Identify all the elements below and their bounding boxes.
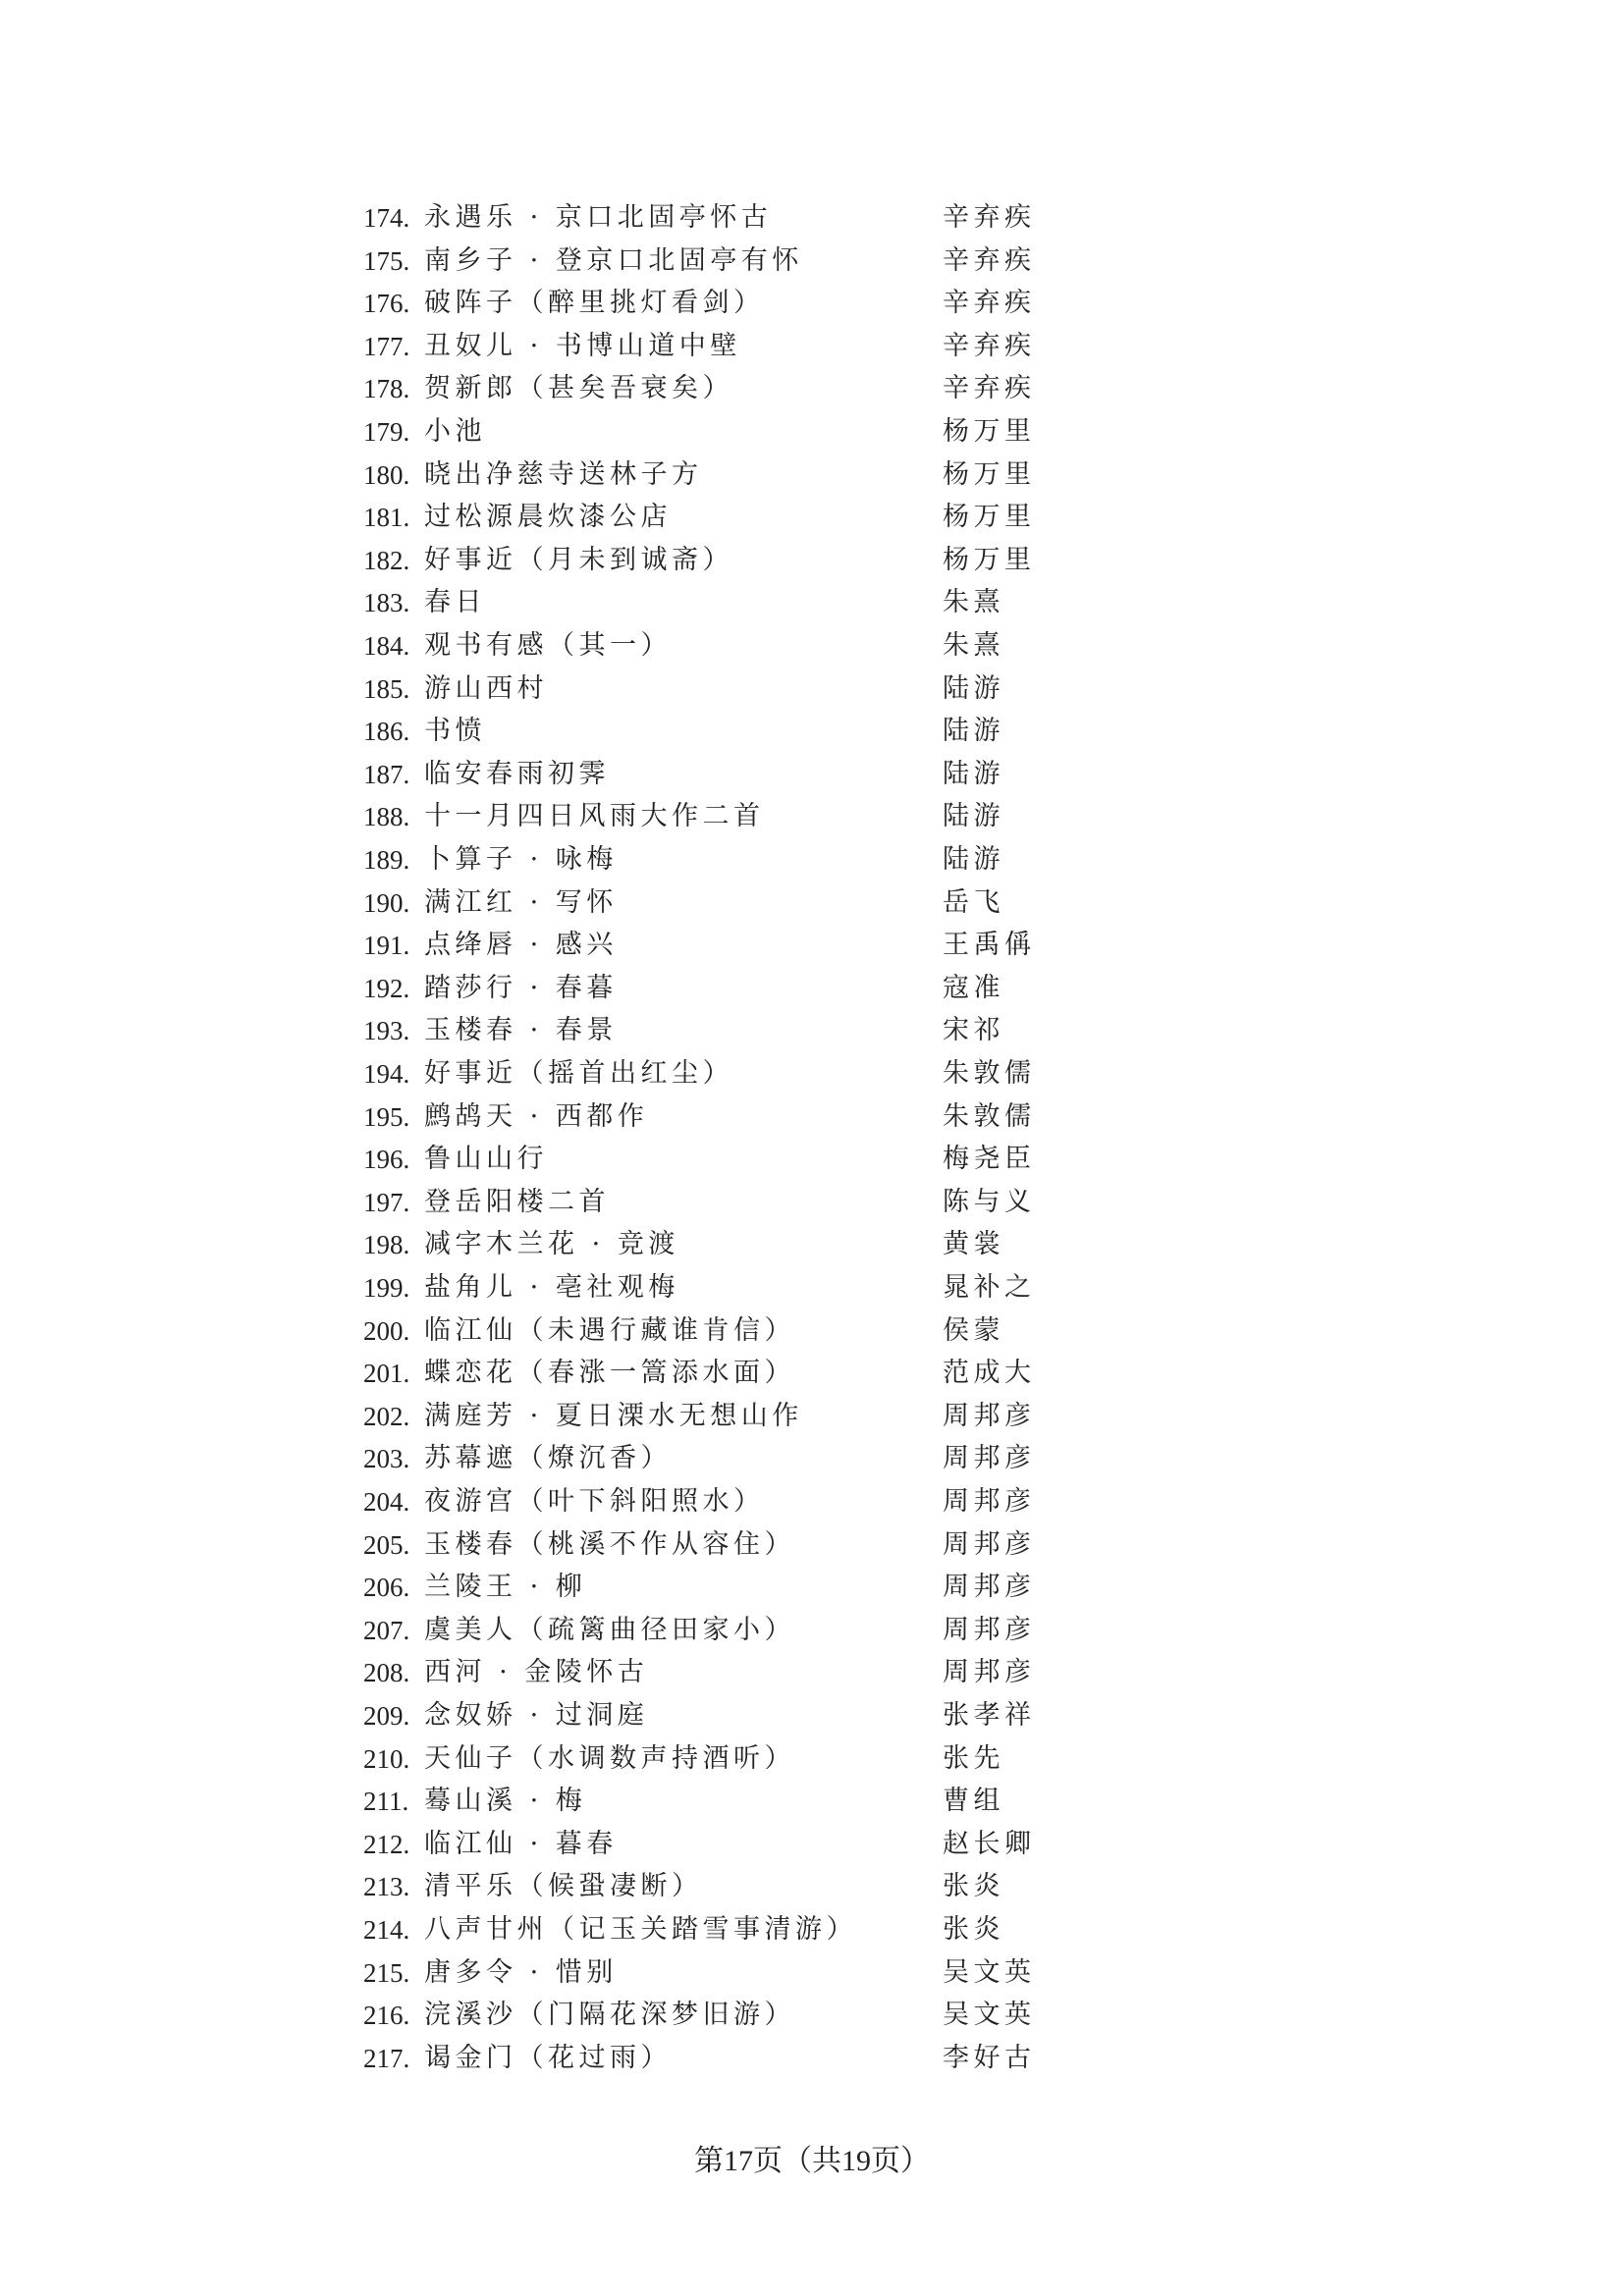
item-number: 174. bbox=[363, 203, 410, 233]
poem-title: 蓦山溪 · 梅 bbox=[424, 1786, 587, 1817]
item-number: 207. bbox=[363, 1615, 410, 1645]
poem-title: 兰陵王 · 柳 bbox=[424, 1572, 587, 1603]
poem-author: 陆游 bbox=[943, 758, 1004, 789]
list-item bbox=[0, 1609, 1624, 1652]
poem-title: 清平乐（候蛩凄断） bbox=[424, 1871, 703, 1902]
list-item bbox=[0, 1651, 1624, 1694]
poem-title: 八声甘州（记玉关踏雪事清游） bbox=[424, 1914, 857, 1945]
poem-author: 陆游 bbox=[943, 844, 1004, 875]
list-item bbox=[0, 1181, 1624, 1224]
list-item bbox=[0, 881, 1624, 925]
item-number: 179. bbox=[363, 417, 410, 447]
poem-author: 周邦彦 bbox=[943, 1657, 1036, 1688]
poem-title: 满庭芳 · 夏日溧水无想山作 bbox=[424, 1400, 803, 1431]
poem-title: 苏幕遮（燎沉香） bbox=[424, 1443, 672, 1474]
item-number: 192. bbox=[363, 973, 410, 1003]
item-number: 175. bbox=[363, 245, 410, 276]
poem-author: 周邦彦 bbox=[943, 1486, 1036, 1517]
poem-title: 玉楼春 · 春景 bbox=[424, 1015, 618, 1046]
list-item bbox=[0, 1352, 1624, 1395]
poem-author: 范成大 bbox=[943, 1358, 1036, 1389]
poem-title: 永遇乐 · 京口北固亭怀古 bbox=[424, 202, 773, 233]
poem-title: 贺新郎（甚矣吾衰矣） bbox=[424, 373, 733, 404]
item-number: 187. bbox=[363, 759, 410, 789]
poem-author: 张炎 bbox=[943, 1871, 1004, 1902]
poem-author: 吴文英 bbox=[943, 1956, 1036, 1988]
poem-title: 鹧鸪天 · 西都作 bbox=[424, 1100, 649, 1132]
item-number: 189. bbox=[363, 845, 410, 875]
poem-title: 临安春雨初霁 bbox=[424, 758, 610, 789]
list-item bbox=[0, 1694, 1624, 1737]
item-number: 212. bbox=[363, 1829, 410, 1859]
poem-author: 张先 bbox=[943, 1742, 1004, 1774]
item-number: 181. bbox=[363, 503, 410, 533]
poem-author: 杨万里 bbox=[943, 416, 1036, 447]
poem-author: 杨万里 bbox=[943, 544, 1036, 575]
poem-author: 黄裳 bbox=[943, 1229, 1004, 1260]
item-number: 184. bbox=[363, 631, 410, 661]
poem-author: 岳飞 bbox=[943, 886, 1004, 918]
item-number: 180. bbox=[363, 459, 410, 490]
item-number: 190. bbox=[363, 887, 410, 918]
poem-author: 朱熹 bbox=[943, 630, 1004, 661]
poem-author: 张孝祥 bbox=[943, 1700, 1036, 1731]
item-number: 196. bbox=[363, 1145, 410, 1175]
poem-author: 李好古 bbox=[943, 2042, 1036, 2073]
list-item bbox=[0, 325, 1624, 368]
list-item bbox=[0, 624, 1624, 667]
poem-author: 周邦彦 bbox=[943, 1528, 1036, 1560]
poem-author: 曹组 bbox=[943, 1786, 1004, 1817]
list-item bbox=[0, 1437, 1624, 1480]
item-number: 195. bbox=[363, 1101, 410, 1132]
poem-author: 朱熹 bbox=[943, 587, 1004, 618]
item-number: 200. bbox=[363, 1315, 410, 1346]
item-number: 185. bbox=[363, 673, 410, 704]
list-item bbox=[0, 367, 1624, 410]
poem-author: 辛弃疾 bbox=[943, 288, 1036, 319]
poem-author: 周邦彦 bbox=[943, 1400, 1036, 1431]
item-number: 199. bbox=[363, 1273, 410, 1303]
item-number: 214. bbox=[363, 1915, 410, 1945]
item-number: 186. bbox=[363, 717, 410, 747]
list-item bbox=[0, 2037, 1624, 2080]
poem-title: 卜算子 · 咏梅 bbox=[424, 844, 618, 875]
poem-author: 宋祁 bbox=[943, 1015, 1004, 1046]
item-number: 194. bbox=[363, 1059, 410, 1089]
list-item bbox=[0, 1780, 1624, 1823]
list-item bbox=[0, 240, 1624, 283]
item-number: 210. bbox=[363, 1743, 410, 1774]
poem-title: 鲁山山行 bbox=[424, 1144, 548, 1175]
poem-title: 临江仙 · 暮春 bbox=[424, 1828, 618, 1859]
poem-title: 过松源晨炊漆公店 bbox=[424, 502, 672, 533]
list-item bbox=[0, 710, 1624, 753]
poem-title: 蝶恋花（春涨一篙添水面） bbox=[424, 1358, 795, 1389]
list-item bbox=[0, 1095, 1624, 1139]
item-number: 205. bbox=[363, 1529, 410, 1560]
item-number: 198. bbox=[363, 1230, 410, 1260]
list-item bbox=[0, 282, 1624, 325]
poem-author: 梅尧臣 bbox=[943, 1144, 1036, 1175]
poem-title: 谒金门（花过雨） bbox=[424, 2042, 672, 2073]
poem-title: 夜游宫（叶下斜阳照水） bbox=[424, 1486, 765, 1517]
poem-author: 吴文英 bbox=[943, 2000, 1036, 2031]
poem-author: 辛弃疾 bbox=[943, 330, 1036, 361]
poem-title: 南乡子 · 登京口北固亭有怀 bbox=[424, 244, 803, 276]
poem-author: 辛弃疾 bbox=[943, 373, 1036, 404]
item-number: 176. bbox=[363, 289, 410, 319]
poem-author: 辛弃疾 bbox=[943, 202, 1036, 233]
item-number: 193. bbox=[363, 1016, 410, 1046]
poem-author: 周邦彦 bbox=[943, 1572, 1036, 1603]
poem-title: 好事近（月未到诚斋） bbox=[424, 544, 733, 575]
poem-title: 春日 bbox=[424, 587, 486, 618]
item-number: 204. bbox=[363, 1487, 410, 1517]
poem-author: 陆游 bbox=[943, 801, 1004, 832]
poem-title: 西河 · 金陵怀古 bbox=[424, 1657, 649, 1688]
list-item bbox=[0, 454, 1624, 497]
item-number: 183. bbox=[363, 588, 410, 618]
poem-author: 陆游 bbox=[943, 672, 1004, 704]
item-number: 215. bbox=[363, 1957, 410, 1988]
item-number: 211. bbox=[363, 1787, 409, 1817]
item-number: 178. bbox=[363, 374, 410, 404]
list-item bbox=[0, 1138, 1624, 1181]
poem-author: 陈与义 bbox=[943, 1186, 1036, 1217]
poem-author: 杨万里 bbox=[943, 458, 1036, 490]
item-number: 182. bbox=[363, 545, 410, 575]
list-item bbox=[0, 924, 1624, 967]
list-item bbox=[0, 753, 1624, 796]
poem-title: 小池 bbox=[424, 416, 486, 447]
item-number: 202. bbox=[363, 1401, 410, 1431]
poem-title: 破阵子（醉里挑灯看剑） bbox=[424, 288, 765, 319]
list-item bbox=[0, 838, 1624, 881]
list-item bbox=[0, 496, 1624, 539]
item-number: 197. bbox=[363, 1187, 410, 1217]
item-number: 217. bbox=[363, 2043, 410, 2073]
poem-author: 赵长卿 bbox=[943, 1828, 1036, 1859]
poem-author: 侯蒙 bbox=[943, 1314, 1004, 1346]
poem-author: 陆游 bbox=[943, 716, 1004, 747]
poem-title: 丑奴儿 · 书博山道中壁 bbox=[424, 330, 741, 361]
list-item bbox=[0, 967, 1624, 1010]
item-number: 208. bbox=[363, 1658, 410, 1688]
poem-title: 晓出净慈寺送林子方 bbox=[424, 458, 703, 490]
list-item bbox=[0, 1480, 1624, 1523]
item-number: 209. bbox=[363, 1701, 410, 1731]
list-item bbox=[0, 1009, 1624, 1052]
poem-author: 杨万里 bbox=[943, 502, 1036, 533]
item-number: 203. bbox=[363, 1444, 410, 1474]
poem-title: 念奴娇 · 过洞庭 bbox=[424, 1700, 649, 1731]
poem-title: 书愤 bbox=[424, 716, 486, 747]
poem-title: 天仙子（水调数声持酒听） bbox=[424, 1742, 795, 1774]
poem-author: 朱敦儒 bbox=[943, 1058, 1036, 1089]
list-item bbox=[0, 581, 1624, 624]
item-number: 188. bbox=[363, 802, 410, 832]
list-item bbox=[0, 1908, 1624, 1951]
poem-title: 临江仙（未遇行藏谁肯信） bbox=[424, 1314, 795, 1346]
list-item bbox=[0, 1266, 1624, 1309]
list-item bbox=[0, 1566, 1624, 1609]
poem-title: 唐多令 · 惜别 bbox=[424, 1956, 618, 1988]
list-item bbox=[0, 410, 1624, 454]
item-number: 191. bbox=[363, 931, 410, 961]
list-item bbox=[0, 1395, 1624, 1438]
list-item bbox=[0, 795, 1624, 838]
poem-title: 玉楼春（桃溪不作从容住） bbox=[424, 1528, 795, 1560]
list-item bbox=[0, 1994, 1624, 2037]
poem-author: 辛弃疾 bbox=[943, 244, 1036, 276]
poem-title: 十一月四日风雨大作二首 bbox=[424, 801, 765, 832]
poem-title: 点绛唇 · 感兴 bbox=[424, 930, 618, 961]
poem-title: 登岳阳楼二首 bbox=[424, 1186, 610, 1217]
poem-author: 寇准 bbox=[943, 972, 1004, 1003]
list-item bbox=[0, 667, 1624, 711]
list-item bbox=[0, 1737, 1624, 1781]
poem-author: 周邦彦 bbox=[943, 1443, 1036, 1474]
poem-author: 周邦彦 bbox=[943, 1614, 1036, 1645]
poem-title: 好事近（摇首出红尘） bbox=[424, 1058, 733, 1089]
poem-title: 浣溪沙（门隔花深梦旧游） bbox=[424, 2000, 795, 2031]
poem-title: 观书有感（其一） bbox=[424, 630, 672, 661]
poem-author: 晁补之 bbox=[943, 1272, 1036, 1303]
list-item bbox=[0, 1823, 1624, 1866]
item-number: 206. bbox=[363, 1573, 410, 1603]
list-item bbox=[0, 1865, 1624, 1908]
item-number: 177. bbox=[363, 331, 410, 361]
list-item bbox=[0, 539, 1624, 582]
poem-title: 盐角儿 · 亳社观梅 bbox=[424, 1272, 679, 1303]
poem-title: 满江红 · 写怀 bbox=[424, 886, 618, 918]
poem-title: 踏莎行 · 春暮 bbox=[424, 972, 618, 1003]
list-item bbox=[0, 1309, 1624, 1353]
item-number: 201. bbox=[363, 1359, 410, 1389]
list-item bbox=[0, 196, 1624, 240]
item-number: 213. bbox=[363, 1872, 410, 1902]
item-number: 216. bbox=[363, 2001, 410, 2031]
poem-author: 朱敦儒 bbox=[943, 1100, 1036, 1132]
poem-author: 张炎 bbox=[943, 1914, 1004, 1945]
page-number: 第17页（共19页） bbox=[694, 2145, 930, 2177]
poem-title: 虞美人（疏篱曲径田家小） bbox=[424, 1614, 795, 1645]
list-item bbox=[0, 1052, 1624, 1095]
poem-title: 减字木兰花 · 竞渡 bbox=[424, 1229, 679, 1260]
poem-title: 游山西村 bbox=[424, 672, 548, 704]
list-item bbox=[0, 1223, 1624, 1266]
poem-author: 王禹偁 bbox=[943, 930, 1036, 961]
list-item bbox=[0, 1523, 1624, 1567]
list-item bbox=[0, 1951, 1624, 1995]
